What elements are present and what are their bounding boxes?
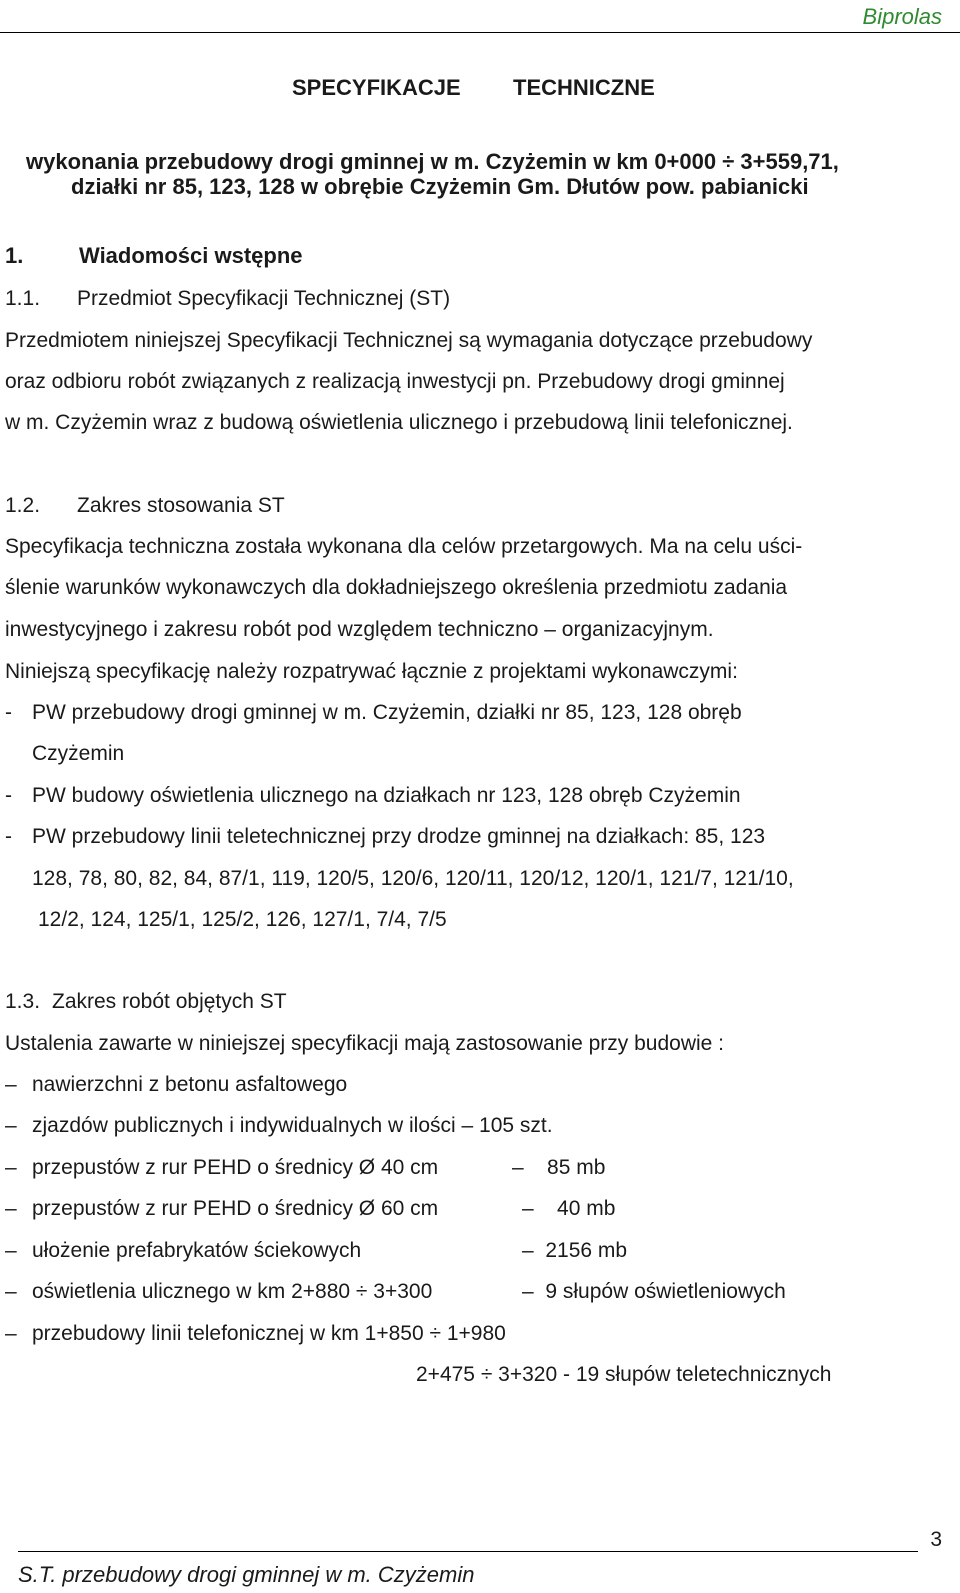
list-dash: – xyxy=(5,1239,17,1262)
list-item: 128, 78, 80, 82, 84, 87/1, 119, 120/5, 120/6, 120/11, 120/12, 120/1, 121/7, 121/10, xyxy=(32,867,794,890)
list-item: Czyżemin xyxy=(32,742,125,765)
header-divider xyxy=(0,32,960,33)
list-item: PW budowy oświetlenia ulicznego na działkach nr 123, 128 obręb Czyżemin xyxy=(32,784,741,807)
list-item-continuation: 2+475 ÷ 3+320 - 19 słupów teletechnicznych xyxy=(416,1363,832,1386)
paragraph-line: Niniejszą specyfikację należy rozpatrywać łącznie z projektami wykonawczymi: xyxy=(5,660,738,683)
list-item-value: – 2156 mb xyxy=(522,1239,628,1262)
section-1-1-number: 1.1. xyxy=(5,287,41,310)
section-1-2-title: Zakres stosowania ST xyxy=(77,494,285,517)
footer-divider xyxy=(18,1551,918,1552)
section-1-number: 1. xyxy=(5,243,24,268)
header-brand: Biprolas xyxy=(862,4,942,29)
list-dash: - xyxy=(5,701,12,724)
list-item-value: – 85 mb xyxy=(512,1156,606,1179)
list-dash: – xyxy=(5,1280,17,1303)
paragraph-line: w m. Czyżemin wraz z budową oświetlenia ulicznego i przebudową linii telefonicznej. xyxy=(5,411,793,434)
paragraph-line: Ustalenia zawarte w niniejszej specyfikacji mają zastosowanie przy budowie : xyxy=(5,1032,724,1055)
page-number: 3 xyxy=(930,1528,942,1551)
list-item: PW przebudowy drogi gminnej w m. Czyżemin, działki nr 85, 123, 128 obręb xyxy=(32,701,742,724)
subtitle-line-1: wykonania przebudowy drogi gminnej w m. Czyżemin w km 0+000 ÷ 3+559,71, xyxy=(26,149,839,174)
footer-text: S.T. przebudowy drogi gminnej w m. Czyżemin xyxy=(18,1562,475,1587)
list-item-value: – 9 słupów oświetleniowych xyxy=(522,1280,786,1303)
section-1-1-title: Przedmiot Specyfikacji Technicznej (ST) xyxy=(77,287,451,310)
list-item: zjazdów publicznych i indywidualnych w ilości – 105 szt. xyxy=(32,1114,553,1137)
paragraph-line: ślenie warunków wykonawczych dla dokładniejszego określenia przedmiotu zadania xyxy=(5,576,788,599)
list-item: 12/2, 124, 125/1, 125/2, 126, 127/1, 7/4, 7/5 xyxy=(38,908,447,931)
paragraph-line: inwestycyjnego i zakresu robót pod względem techniczno – organizacyjnym. xyxy=(5,618,714,641)
subtitle-line-2: działki nr 85, 123, 128 w obrębie Czyżemin Gm. Dłutów pow. pabianicki xyxy=(71,174,809,199)
section-1-heading: Wiadomości wstępne xyxy=(79,243,303,268)
document-title-word2: TECHNICZNE xyxy=(513,75,655,100)
list-dash: - xyxy=(5,784,12,807)
list-dash: – xyxy=(5,1114,17,1137)
section-1-3-number: 1.3. xyxy=(5,990,41,1013)
list-item: przepustów z rur PEHD o średnicy Ø 60 cm xyxy=(32,1197,439,1220)
list-item: przepustów z rur PEHD o średnicy Ø 40 cm xyxy=(32,1156,439,1179)
list-item: PW przebudowy linii teletechnicznej przy drodze gminnej na działkach: 85, 123 xyxy=(32,825,766,848)
section-1-2-number: 1.2. xyxy=(5,494,41,517)
document-title-word1: SPECYFIKACJE xyxy=(292,75,461,100)
paragraph-line: Przedmiotem niniejszej Specyfikacji Technicznej są wymagania dotyczące przebudowy xyxy=(5,329,813,352)
list-item: nawierzchni z betonu asfaltowego xyxy=(32,1073,348,1096)
paragraph-line: oraz odbioru robót związanych z realizacją inwestycji pn. Przebudowy drogi gminnej xyxy=(5,370,785,393)
list-item: przebudowy linii telefonicznej w km 1+850 ÷ 1+980 xyxy=(32,1322,506,1345)
section-1-3-title: Zakres robót objętych ST xyxy=(52,990,287,1013)
paragraph-line: Specyfikacja techniczna została wykonana dla celów przetargowych. Ma na celu uści- xyxy=(5,535,803,558)
list-dash: – xyxy=(5,1156,17,1179)
list-dash: - xyxy=(5,825,12,848)
list-dash: – xyxy=(5,1322,17,1345)
list-item: ułożenie prefabrykatów ściekowych xyxy=(32,1239,362,1262)
list-dash: – xyxy=(5,1197,17,1220)
list-item-value: – 40 mb xyxy=(522,1197,616,1220)
list-dash: – xyxy=(5,1073,17,1096)
list-item: oświetlenia ulicznego w km 2+880 ÷ 3+300 xyxy=(32,1280,433,1303)
